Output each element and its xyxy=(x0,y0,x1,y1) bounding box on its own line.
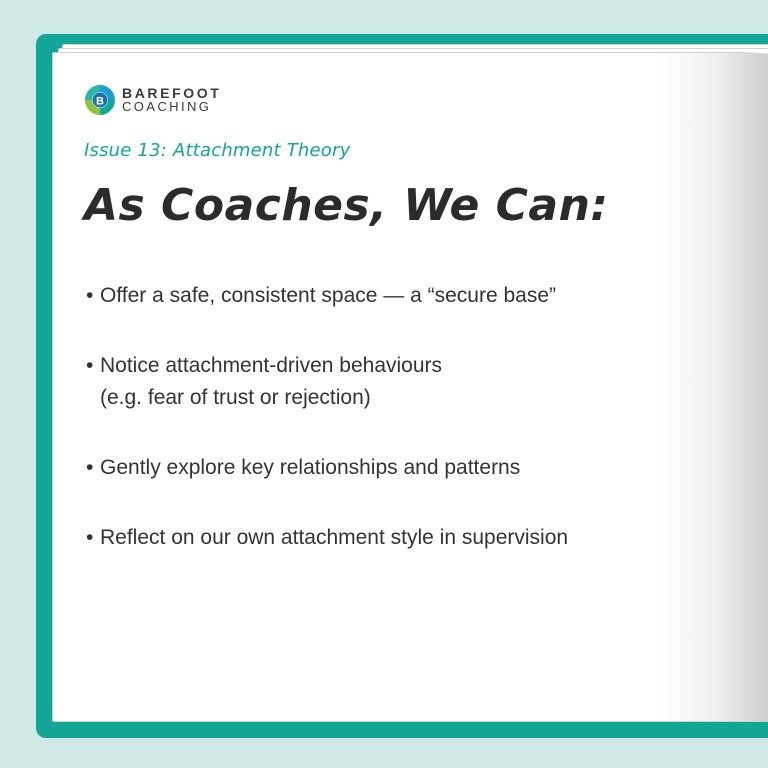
bullet-dot: • xyxy=(86,354,94,377)
brand-name-line1: BAREFOOT xyxy=(122,85,222,101)
brand-name-line2: COACHING xyxy=(122,99,212,114)
logo-letter: B xyxy=(96,95,104,108)
bullet-item xyxy=(84,452,684,484)
bullet-text: Reflect on our own attachment style in supervision xyxy=(100,526,569,549)
bullet-dot: • xyxy=(86,526,94,549)
bullet-item xyxy=(84,350,684,414)
page-heading: As Coaches, We Can: xyxy=(84,180,609,231)
bullet-text: Offer a safe, consistent space — a “secure base” xyxy=(100,284,557,307)
bullet-item xyxy=(84,522,684,554)
bullet-dot: • xyxy=(86,284,94,307)
bullet-text: Notice attachment-driven behaviours xyxy=(100,354,443,377)
issue-label: Issue 13: Attachment Theory xyxy=(84,140,351,161)
bullet-dot: • xyxy=(86,456,94,479)
brand-logo xyxy=(84,84,221,116)
barefoot-coaching-logo-icon xyxy=(84,84,116,116)
bullet-list xyxy=(84,280,684,554)
bullet-text-continued: (e.g. fear of trust or rejection) xyxy=(100,386,371,409)
bullet-item xyxy=(84,280,684,312)
bullet-text: Gently explore key relationships and patterns xyxy=(100,456,521,479)
